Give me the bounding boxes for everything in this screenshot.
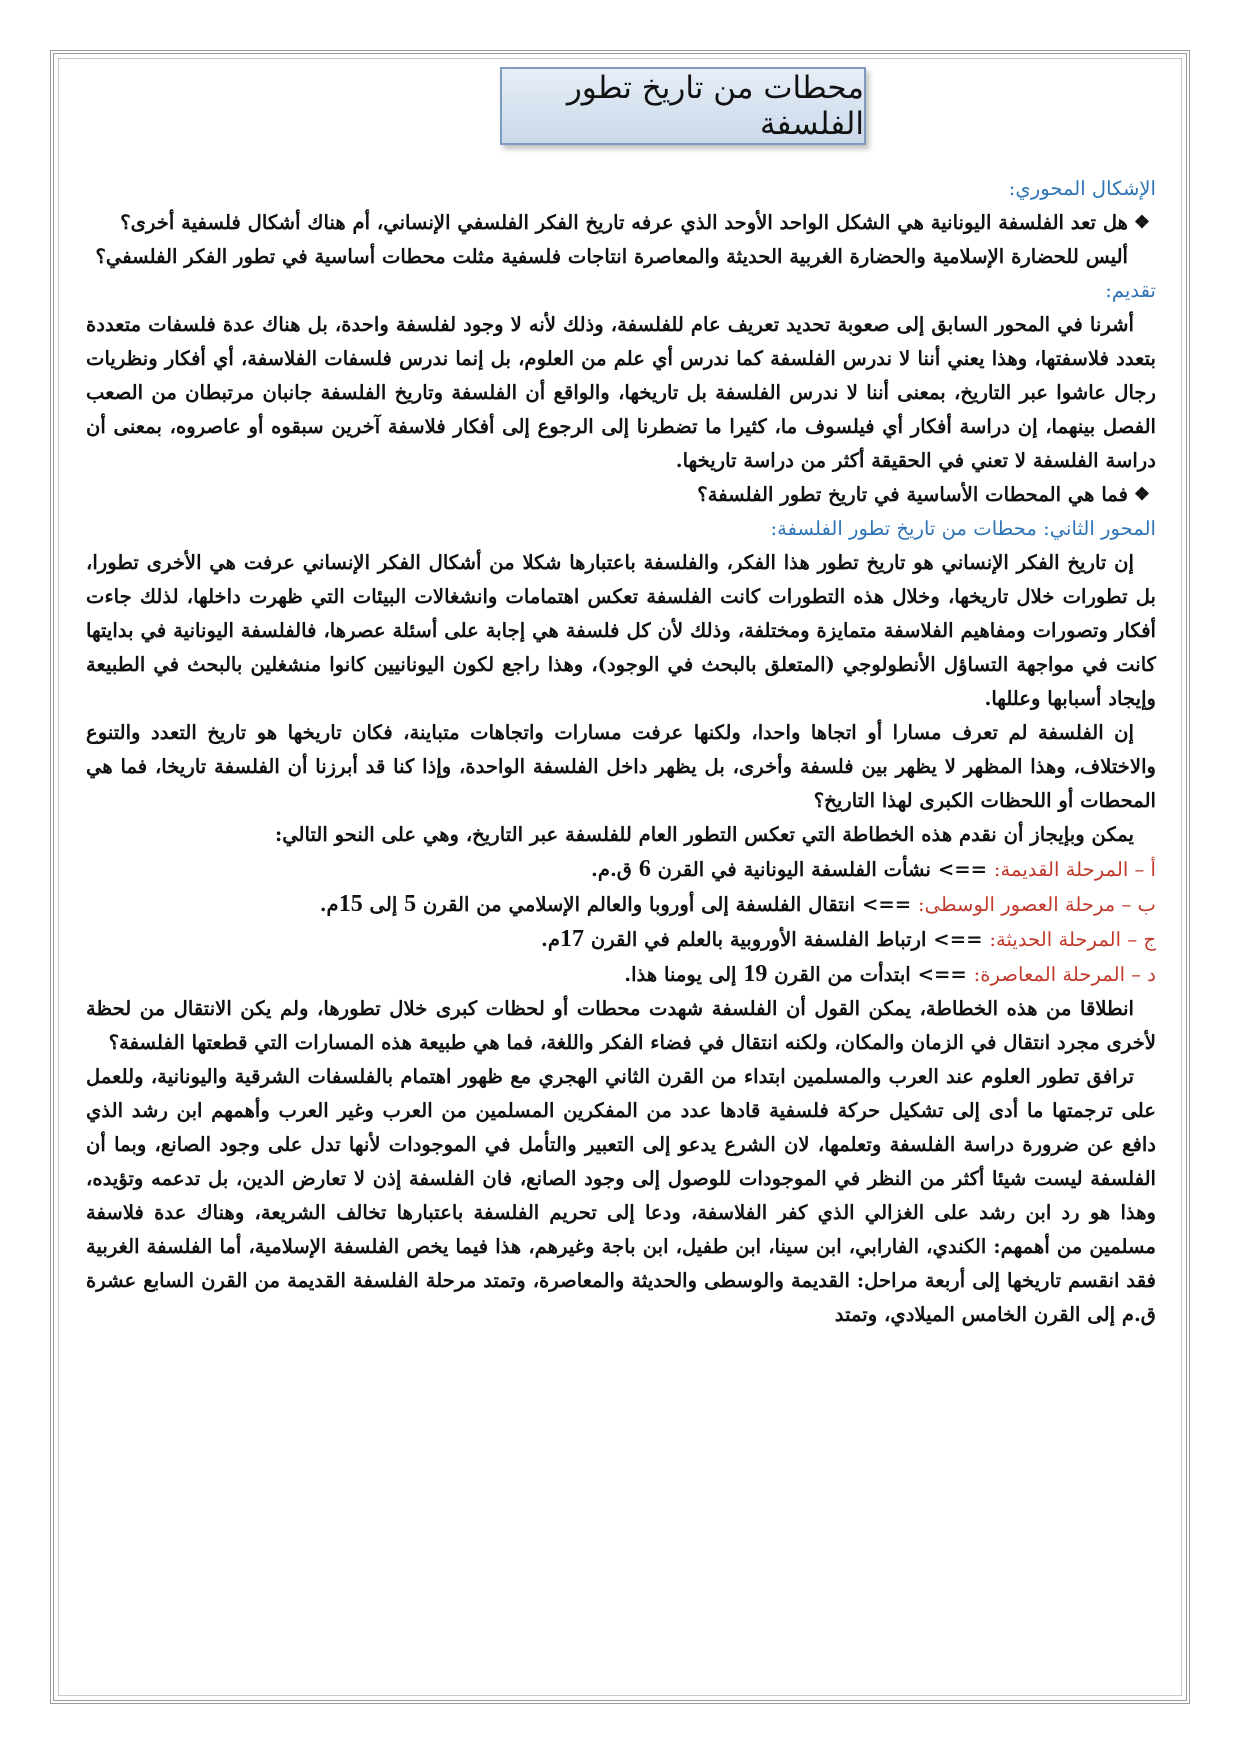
intro-question-text: فما هي المحطات الأساسية في تاريخ تطور الفلسفة؟ [697, 483, 1128, 506]
intro-question [86, 478, 1156, 512]
problem-question-1 [86, 206, 1156, 240]
diamond-bullet-icon: ❖ [1133, 484, 1151, 505]
document-body [86, 172, 1156, 1332]
problem-question-1-text: هل تعد الفلسفة اليونانية هي الشكل الواحد الأوحد الذي عرفه تاريخ الفكر الفلسفي الإنساني، أم هناك أشكال فلسفية أخرى؟ [120, 211, 1128, 234]
section2-paragraph-3: يمكن وبإيجاز أن نقدم هذه الخطاطة التي تعكس التطور العام للفلسفة عبر التاريخ، وهي على النحو التالي: [274, 823, 1134, 846]
section2-heading: المحور الثاني: محطات من تاريخ تطور الفلسفة: [770, 517, 1156, 540]
section2-paragraph-4: انطلاقا من هذه الخطاطة، يمكن القول أن الفلسفة شهدت محطات أو لحظات كبرى خلال تطورها، ولم يكن الانتقال من لحظة لأخرى مجرد انتقال في الزمان والمكان، ولكنه انتقال في فضاء الفكر واللغة، فما هي طبيعة هذه المسارات التي قطعتها الفلسفة؟ [86, 997, 1156, 1054]
document-title: محطات من تاريخ تطور الفلسفة [500, 67, 866, 145]
problem-question-2 [86, 240, 1156, 274]
section2-paragraph-5: ترافق تطور العلوم عند العرب والمسلمين ابتداء من القرن الثاني الهجري مع ظهور اهتمام بالفلسفات الشرقية واليونانية، وللعمل على ترجمتها ما أدى إلى تشكيل حركة فلسفية قادها عدد من المفكرين المسلمين من العرب وغير العرب وأهمهم ابن رشد الذي دافع عن ضرورة دراسة الفلسفة وتعلمها، لان الشرع يدعو إلى التعبير والتأمل في الموجودات لأنها تدل على وجود الصانع، وبما أن الفلسفة ليست شيئا أكثر من النظر في الموجودات للوصول إلى وجود الصانع، فان الفلسفة إذن لا تعارض الدين، بل تدعمه وتؤيده، وهذا هو رد ابن رشد على الغزالي الذي كفر الفلاسفة، ودعا إلى تحريم الفلسفة باعتبارها تخالف الشريعة، وهناك عدة فلاسفة مسلمين من أهمهم: الكندي، الفارابي، ابن سينا، ابن طفيل، ابن باجة وغيرهم، هذا فيما يخص الفلسفة الإسلامية، أما الفلسفة الغربية فقد انقسم تاريخها إلى أربعة مراحل: القديمة والوسطى والحديثة والمعاصرة، وتمتد مرحلة الفلسفة القديمة من القرن السابع عشرة ق.م إلى القرن الخامس الميلادي، وتمتد [86, 1065, 1156, 1326]
intro-heading: تقديم: [1105, 279, 1156, 302]
intro-paragraph: أشرنا في المحور السابق إلى صعوبة تحديد تعريف عام للفلسفة، وذلك لأنه لا وجود لفلسفة واحدة، بل هناك عدة فلسفات متعددة بتعدد فلاسفتها، وهذا يعني أننا لا ندرس الفلسفة كما ندرس أي علم من العلوم، بل إنما ندرس فلسفات الفلاسفة، أي أفكار ونظريات رجال عاشوا عبر التاريخ، بمعنى أننا لا ندرس الفلسفة بل تاريخها، والواقع أن الفلسفة وتاريخ الفلسفة جانبان مرتبطان من الصعب الفصل بينهما، إن دراسة أفكار أي فيلسوف ما، كثيرا ما تضطرنا إلى الرجوع إلى أفكار فلاسفة آخرين سبقوه أو عاصروه، بمعنى أن دراسة الفلسفة لا تعني في الحقيقة أكثر من دراسة تاريخها. [86, 313, 1156, 472]
stage-ancient: أ – المرحلة القديمة: ==> نشأت الفلسفة اليونانية في القرن 6 ق.م. [591, 856, 1156, 882]
stage-middle-ages: ب – مرحلة العصور الوسطى: ==> انتقال الفلسفة إلى أوروبا والعالم الإسلامي من القرن 5 إلى 15م. [319, 891, 1156, 917]
stages-list [86, 852, 1156, 992]
stage-contemporary: د – المرحلة المعاصرة: ==> ابتدأت من القرن 19 إلى يومنا هذا. [624, 961, 1156, 987]
problem-question-2-text: أليس للحضارة الإسلامية والحضارة الغربية الحديثة والمعاصرة انتاجات فلسفية مثلت محطات أساسية في تطور الفكر الفلسفي؟ [95, 245, 1128, 268]
section2-paragraph-2: إن الفلسفة لم تعرف مسارا أو اتجاها واحدا، ولكنها عرفت مسارات واتجاهات متباينة، فكان تاريخها هو تاريخ التعدد والتنوع والاختلاف، وهذا المظهر لا يظهر بين فلسفة وأخرى، بل يظهر داخل الفلسفة الواحدة، وإذا كنا قد أبرزنا أن الفلسفة تاريخا، فما هي المحطات أو اللحظات الكبرى لهذا التاريخ؟ [86, 721, 1156, 812]
stage-modern: ج – المرحلة الحديثة: ==> ارتباط الفلسفة الأوروبية بالعلم في القرن 17م. [541, 926, 1156, 952]
diamond-bullet-icon: ❖ [1133, 212, 1151, 233]
section2-paragraph-1: إن تاريخ الفكر الإنساني هو تاريخ تطور هذا الفكر، والفلسفة باعتبارها شكلا من أشكال الفكر الإنساني عرفت هي الأخرى تطورا، بل تطورات خلال تاريخها، وخلال هذه التطورات كانت الفلسفة تعكس اهتمامات وانشغالات البيئات التي ظهرت داخلها، لذلك جاءت أفكار وتصورات ومفاهيم الفلاسفة متمايزة ومختلفة، وذلك لأن كل فلسفة هي إجابة على أسئلة عصرها، فالفلسفة اليونانية في بدايتها كانت في مواجهة التساؤل الأنطولوجي (المتعلق بالبحث في الوجود)، وهذا راجع لكون اليونانيين كانوا منشغلين بالبحث في الطبيعة وإيجاد أسبابها وعللها. [86, 551, 1156, 710]
problem-heading: الإشكال المحوري: [1008, 177, 1156, 200]
